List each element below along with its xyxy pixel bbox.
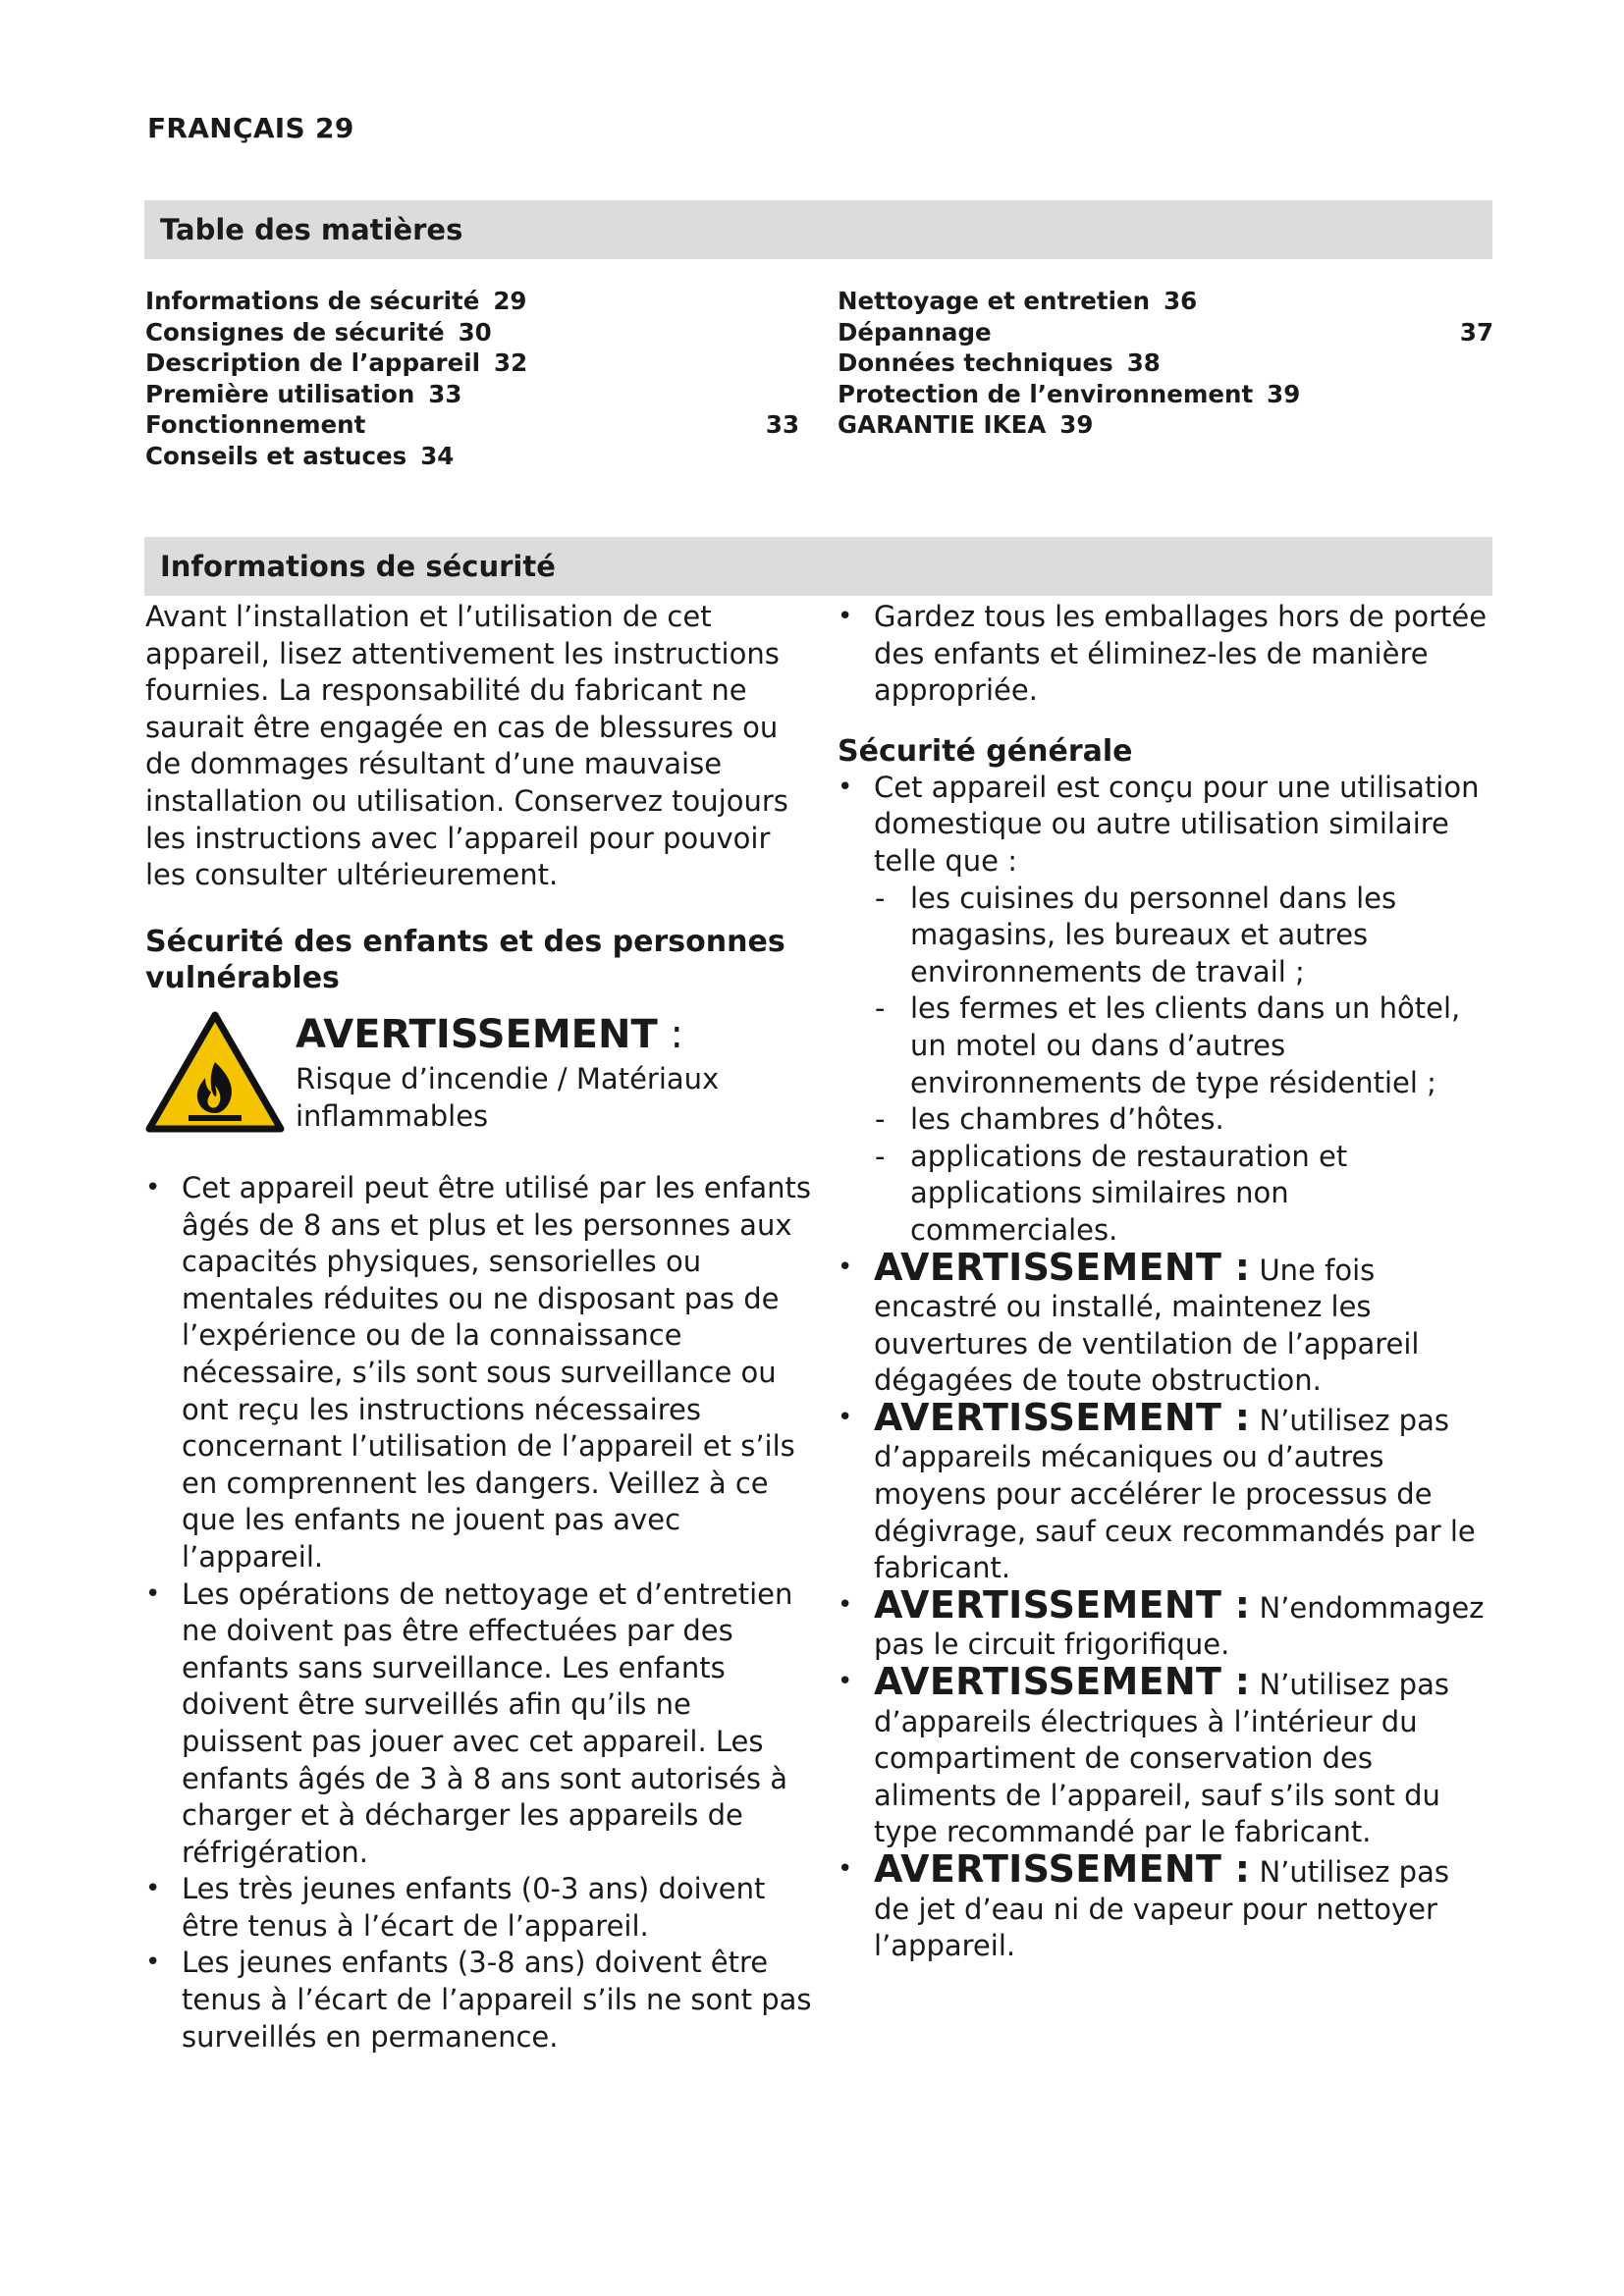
warning-keyword: AVERTISSEMENT : <box>874 1245 1251 1289</box>
page-header: FRANÇAIS 29 <box>147 112 354 144</box>
toc-left-column <box>145 286 799 471</box>
toc-item-page: 39 <box>1059 410 1094 439</box>
toc-item-page: 39 <box>1267 379 1301 408</box>
toc-item-label: Nettoyage et entretien <box>838 287 1151 315</box>
warning-keyword: AVERTISSEMENT : <box>874 1582 1251 1627</box>
toc-item-label: Consignes de sécurité <box>145 317 445 347</box>
warning-item-text: N’endommagez pas le circuit frigorifique. <box>874 1590 1485 1662</box>
warning-colon: : <box>657 1012 683 1057</box>
safety-left-bottom <box>145 1170 813 2056</box>
fire-warning <box>145 1011 813 1139</box>
toc-item-label: Informations de sécurité <box>145 287 480 315</box>
warning-item <box>838 1660 1493 1851</box>
fire-hazard-icon <box>145 1011 285 1135</box>
toc-item[interactable] <box>145 286 799 317</box>
toc-item-label: Fonctionnement <box>145 410 366 439</box>
general-intro: Cet appareil est conçu pour une utilisation domestique ou autre utilisation similaire telle que : <box>874 770 1480 878</box>
children-bullet-list <box>145 1170 813 2056</box>
section-title: Informations de sécurité <box>144 537 1492 596</box>
toc-item[interactable] <box>145 409 799 441</box>
toc-item[interactable] <box>145 441 799 472</box>
toc-item-label: Première utilisation <box>145 379 415 408</box>
toc-item-page: 32 <box>494 348 528 377</box>
toc-item-label: Description de l’appareil <box>145 348 481 377</box>
toc-item-label: GARANTIE IKEA <box>838 410 1047 439</box>
toc-item-page: 38 <box>1126 348 1161 377</box>
toc-item[interactable] <box>145 347 799 379</box>
list-item <box>838 770 1493 1250</box>
safety-intro: Avant l’installation et l’utilisation de cet appareil, lisez attentivement les instructions fournies. La responsabilité du fabricant ne saurait être engagée en cas de blessures ou de dommages résultant d’une mauvaise installation ou utilisation. Conservez toujours les instructions avec l’appareil pour pouvoir les consulter ultérieurement. <box>145 600 788 892</box>
warning-keyword: AVERTISSEMENT : <box>874 1847 1251 1891</box>
toc-item-page: 29 <box>493 287 527 315</box>
warning-item <box>838 1582 1493 1664</box>
list-item: • Cet appareil peut être utilisé par les enfants âgés de 8 ans et plus et les personnes aux capacités physiques, sensorielles ou mentales réduites ou ne disposant pas de l’expérience ou de la connaissance nécessaire, s’ils sont sous surveillance ou ont reçu les instructions nécessaires concernant l’utilisation de l’appareil et s’ils en comprennent les dangers. Veillez à ce que les enfants ne jouent pas avec l’appareil. <box>145 1170 813 1576</box>
toc-item-page: 33 <box>765 410 799 439</box>
toc-item-label: Dépannage <box>838 317 992 347</box>
sub-list-item: - les cuisines du personnel dans les magasins, les bureaux et autres environnements de travail ; <box>874 881 1493 991</box>
toc-item-page: 33 <box>428 379 462 408</box>
sub-list-item: - les fermes et les clients dans un hôtel, un motel ou dans d’autres environnements de type résidentiel ; <box>874 990 1493 1101</box>
toc-item-label: Données techniques <box>838 348 1113 377</box>
warning-keyword: AVERTISSEMENT : <box>874 1395 1251 1439</box>
list-item: • Gardez tous les emballages hors de portée des enfants et éliminez-les de manière appropriée. <box>838 599 1493 710</box>
toc-item-label: Protection de l’environnement <box>838 379 1254 408</box>
warning-item <box>838 1395 1493 1587</box>
toc-item[interactable] <box>838 347 1493 379</box>
usage-sub-list <box>874 881 1493 1250</box>
toc-right-column <box>838 286 1493 441</box>
toc-item-page: 36 <box>1164 287 1198 315</box>
toc-item[interactable] <box>838 317 1493 348</box>
toc-item[interactable] <box>838 286 1493 317</box>
sub-list-item: - les chambres d’hôtes. <box>874 1101 1493 1139</box>
safety-right-column <box>838 599 1493 1965</box>
toc-item[interactable] <box>145 317 799 348</box>
safety-left-top <box>145 599 813 996</box>
toc-item-label: Conseils et astuces <box>145 441 407 470</box>
sub-list-item: - applications de restauration et applications similaires non commerciales. <box>874 1139 1493 1250</box>
list-item: • Les très jeunes enfants (0-3 ans) doivent être tenus à l’écart de l’appareil. <box>145 1871 813 1945</box>
warning-item-text: N’utilisez pas d’appareils mécaniques ou d’autres moyens pour accélérer le processus de dégivrage, sauf ceux recommandés par le fabricant. <box>874 1403 1476 1585</box>
toc-item[interactable] <box>145 379 799 410</box>
toc-item-page: 37 <box>1459 317 1493 347</box>
warning-item <box>838 1847 1493 1965</box>
warning-item <box>838 1245 1493 1400</box>
list-item: • Les opérations de nettoyage et d’entretien ne doivent pas être effectuées par des enfants sans surveillance. Les enfants doivent être surveillés afin qu’ils ne puissent pas jouer avec cet appareil. Les enfants âgés de 3 à 8 ans sont autorisés à charger et à décharger les appareils de réfrigération. <box>145 1576 813 1872</box>
warning-item-text: N’utilisez pas de jet d’eau ni de vapeur pour nettoyer l’appareil. <box>874 1855 1449 1963</box>
general-safety-list <box>838 770 1493 1965</box>
toc-item-page: 30 <box>458 317 492 347</box>
general-safety-heading: Sécurité générale <box>838 733 1133 769</box>
toc-item-page: 34 <box>420 441 455 470</box>
toc-item[interactable] <box>838 409 1493 441</box>
warning-item-text: Une fois encastré ou installé, maintenez les ouvertures de ventilation de l’appareil dégagées de toute obstruction. <box>874 1253 1420 1398</box>
packaging-bullet-list <box>838 599 1493 710</box>
warning-text: Risque d’incendie / Matériaux inflammables <box>296 1062 720 1133</box>
list-item: • Les jeunes enfants (3-8 ans) doivent être tenus à l’écart de l’appareil s’ils ne sont pas surveillés en permanence. <box>145 1945 813 2056</box>
children-safety-heading: Sécurité des enfants et des personnes vulnérables <box>145 924 785 995</box>
warning-item-text: N’utilisez pas d’appareils électriques à l’intérieur du compartiment de conservation des aliments de l’appareil, sauf s’ils sont du type recommandé par le fabricant. <box>874 1668 1449 1849</box>
warning-title: AVERTISSEMENT <box>296 1012 658 1057</box>
warning-keyword: AVERTISSEMENT : <box>874 1660 1251 1704</box>
toc-item[interactable] <box>838 379 1493 410</box>
toc-title: Table des matières <box>144 200 1492 259</box>
